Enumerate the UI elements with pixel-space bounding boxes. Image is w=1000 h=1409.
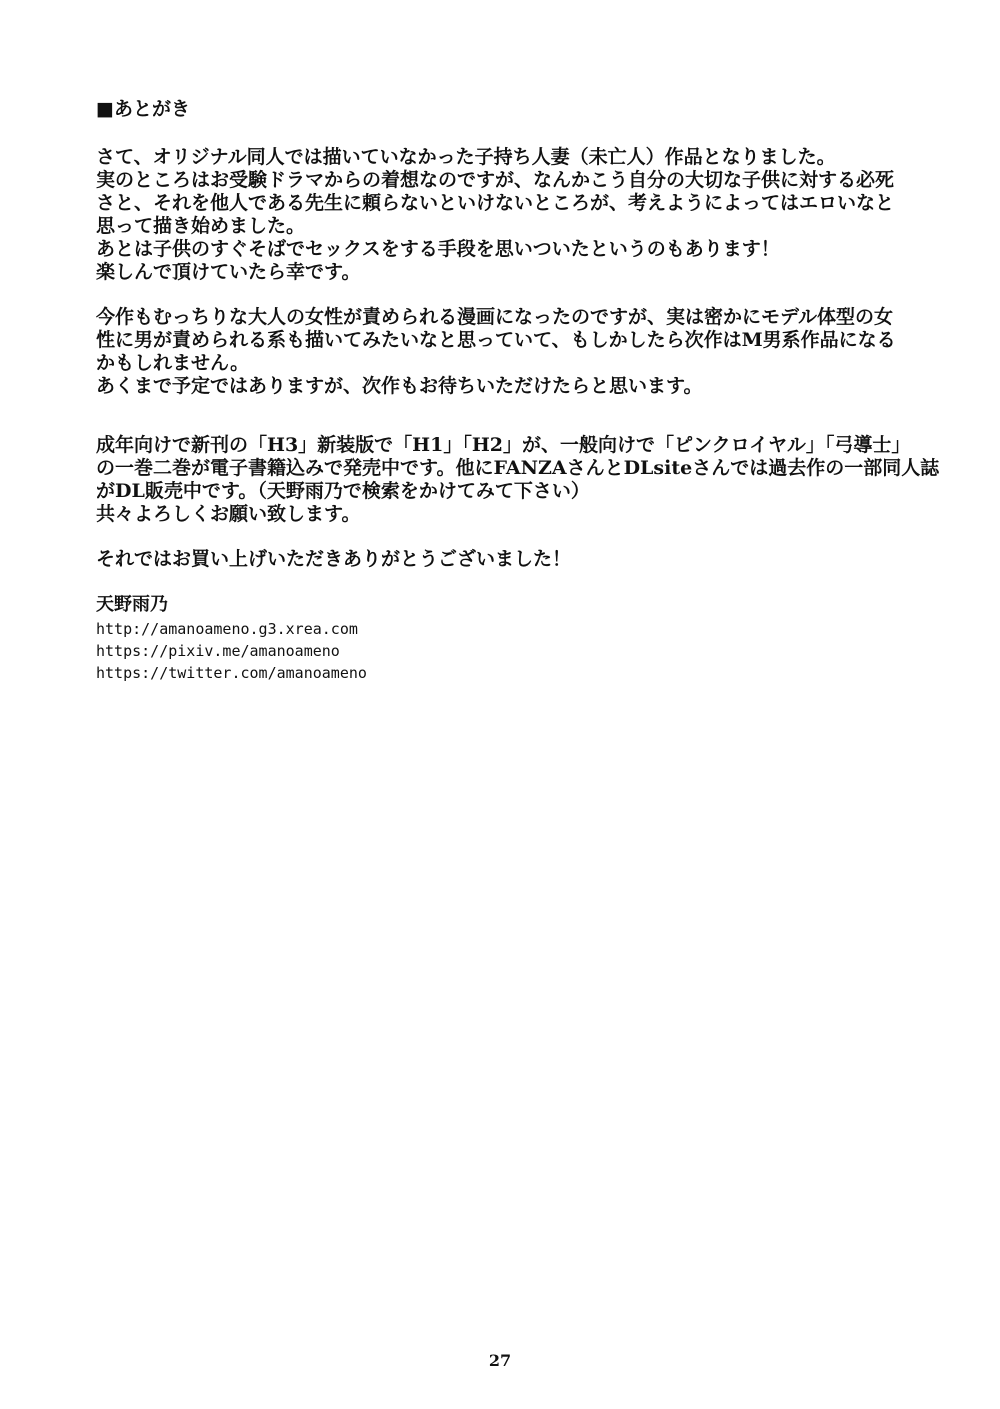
paragraph-line: 実のところはお受験ドラマからの着想なのですが、なんかこう自分の大切な子供に対する必死	[96, 169, 895, 191]
paragraph-4	[96, 548, 926, 571]
author-name: 天野雨乃	[96, 594, 168, 615]
paragraph-line: あとは子供のすぐそばでセックスをする手段を思いついたというのもあります！	[96, 238, 780, 260]
paragraph-line: 性に男が責められる系も描いてみたいなと思っていて、もしかしたら次作はM男系作品になる	[96, 329, 896, 351]
paragraph-line: 思って描き始めました。	[96, 215, 306, 237]
paragraph-line: かもしれません。	[96, 352, 250, 374]
paragraph-line: 今作もむっちりな大人の女性が責められる漫画になったのですが、実は密かにモデル体型の女	[96, 306, 894, 328]
pixiv-link[interactable]: https://pixiv.me/amanoameno	[96, 642, 340, 660]
paragraph-2	[96, 306, 926, 398]
paragraph-line: がDL販売中です。（天野雨乃で検索をかけてみて下さい）	[96, 480, 590, 502]
author-links	[96, 618, 926, 684]
paragraph-1	[96, 146, 926, 284]
paragraph-3	[96, 434, 940, 526]
paragraph-line: の一巻二巻が電子書籍込みで発売中です。他にFANZAさんとDLsiteさんでは過去作の一部同人誌	[96, 457, 940, 479]
afterword-content	[96, 96, 940, 684]
paragraph-line: さと、それを他人である先生に頼らないといけないところが、考えようによってはエロいなと	[96, 192, 895, 214]
website-link[interactable]: http://amanoameno.g3.xrea.com	[96, 620, 358, 638]
twitter-link[interactable]: https://twitter.com/amanoameno	[96, 664, 367, 682]
paragraph-line: それではお買い上げいただきありがとうございました！	[96, 548, 572, 570]
paragraph-line: 楽しんで頂けていたら幸です。	[96, 261, 361, 283]
paragraph-line: さて、オリジナル同人では描いていなかった子持ち人妻（未亡人）作品となりました。	[96, 146, 836, 168]
afterword-heading: ■あとがき	[96, 98, 190, 120]
page-number: 27	[488, 1351, 512, 1370]
spacer	[96, 420, 926, 434]
paragraph-line: 共々よろしくお願い致します。	[96, 503, 361, 525]
paragraph-line: あくまで予定ではありますが、次作もお待ちいただけたらと思います。	[96, 375, 703, 397]
paragraph-line: 成年向けで新刊の「H3」新装版で「H1」「H2」が、一般向けで「ピンクロイヤル」「弓導士」	[96, 434, 911, 456]
